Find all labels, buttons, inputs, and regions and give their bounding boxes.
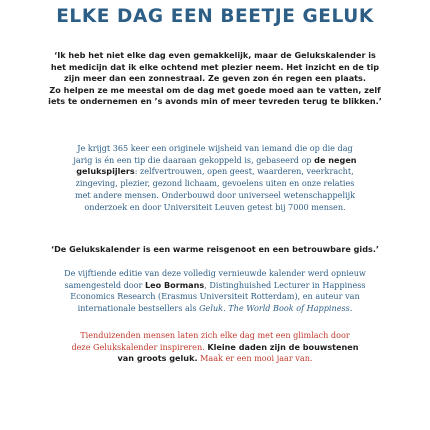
review-quote: ‘De Gelukskalender is een warme reisgenoot en een betrouwbare gids.’ xyxy=(51,244,379,254)
edition-line: De vijftiende editie van deze volledig vernieuwde kalender werd opnieuw xyxy=(64,268,366,278)
quote-line: iets te ondernemen en ’s avonds min of meer tevreden terug te blikken.’ xyxy=(48,96,382,107)
closing-line: Tienduizenden mensen laten zich elke dag met een glimlach door xyxy=(80,330,350,340)
edition-line xyxy=(12,280,418,292)
closing-line xyxy=(12,342,418,354)
intro-paragraph xyxy=(12,143,418,213)
intro-line xyxy=(12,166,418,178)
intro-line xyxy=(12,155,418,167)
edition-paragraph xyxy=(12,268,418,315)
intro-line: onderzoek en door Universiteit Leuven getest bij 7000 mensen. xyxy=(84,201,346,212)
closing-paragraph xyxy=(12,330,418,365)
edition-text: , Distinghuished Lecturer in Happiness xyxy=(204,279,366,290)
quote-line: ‘Ik heb het niet elke dag even gemakkelijk, maar de Gelukskalender is xyxy=(54,50,376,60)
closing-line xyxy=(12,353,418,365)
closing-emphasis: Kleine daden zijn de bouwstenen xyxy=(207,341,359,352)
intro-emphasis: gelukspijlers xyxy=(76,166,135,177)
page-title: ELKE DAG EEN BEETJE GELUK xyxy=(56,6,374,27)
edition-text: . xyxy=(223,303,229,314)
edition-text: . xyxy=(349,303,353,314)
edition-text: samengesteld door xyxy=(64,279,145,290)
closing-text: Maak er een mooi jaar van. xyxy=(197,353,313,364)
intro-line: Je krijgt 365 keer een originele wijsheid van iemand die op die dag xyxy=(77,143,353,153)
author-name: Leo Bormans xyxy=(144,279,205,290)
quote-line: het medicijn dat ik elke ochtend met plezier neem. Het inzicht en de tip xyxy=(50,61,380,72)
edition-text: internationale bestsellers als xyxy=(77,303,200,314)
intro-line: zingeving, plezier, gezond lichaam, gevoelens uiten en onze relaties xyxy=(75,178,355,189)
testimonial-quote xyxy=(12,50,418,108)
intro-emphasis: de negen xyxy=(314,154,357,165)
book-title: Geluk xyxy=(199,303,224,314)
intro-text: jarig is én een tip die daaraan gekoppeld is, gebaseerd op xyxy=(73,154,315,165)
quote-line: Zo helpen ze me meestal om de dag met goede moed aan te vatten, zelf xyxy=(49,84,381,95)
closing-emphasis: van groots geluk. xyxy=(117,353,198,364)
edition-line: Economics Research (Erasmus Universiteit Rotterdam), en auteur van xyxy=(70,291,360,302)
intro-text: : zelfvertrouwen, open geest, waarderen, veerkracht, xyxy=(134,166,354,177)
edition-line xyxy=(12,303,418,315)
quote-line: zijn meer dan een zonnestraal. Ze geven zon én regen een plaats. xyxy=(64,73,366,84)
intro-line: met andere mensen. Onderbouwd door universeel wetenschappelijk xyxy=(74,189,356,200)
book-title: The World Book of Happiness xyxy=(228,303,350,314)
closing-text: deze Gelukskalender inspireren. xyxy=(71,341,208,352)
